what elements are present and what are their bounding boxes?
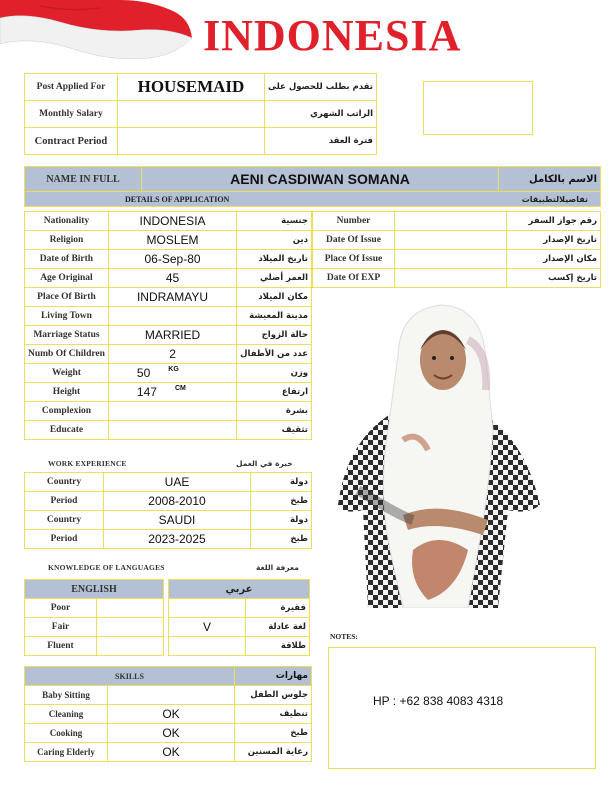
arabic-level-value: V: [169, 618, 246, 637]
personal-value: MOSLEM: [108, 231, 236, 250]
work-label: WORK EXPERIENCE: [48, 459, 127, 468]
skill-value: OK: [108, 724, 235, 743]
skill-label: Caring Elderly: [25, 743, 108, 762]
contract-value: [117, 128, 264, 155]
passport-value: [395, 212, 507, 231]
english-row: [25, 618, 164, 637]
personal-row: [25, 421, 312, 440]
applicant-photo: [318, 300, 550, 608]
indonesia-flag-icon: [0, 0, 200, 62]
arabic-row: [169, 637, 310, 656]
work-ar: خبرة في العمل: [236, 459, 293, 468]
personal-value: 2: [108, 345, 236, 364]
work-row: [25, 473, 312, 492]
personal-ar: تثقيف: [237, 421, 312, 440]
phone-number: HP : +62 838 4083 4318: [373, 694, 504, 708]
work-row-label: Country: [25, 473, 104, 492]
english-level-label: Poor: [25, 599, 97, 618]
skill-label: Cooking: [25, 724, 108, 743]
english-header-cell: ENGLISH: [25, 580, 164, 599]
personal-row: [25, 269, 312, 288]
personal-label: Living Town: [25, 307, 109, 326]
skill-ar: جلوس الطفل: [235, 686, 312, 705]
personal-row: [25, 212, 312, 231]
personal-row: [25, 364, 312, 383]
passport-label: Date Of EXP: [313, 269, 395, 288]
work-row-ar: دولة: [251, 511, 312, 530]
personal-row: [25, 402, 312, 421]
work-row-value: UAE: [104, 473, 251, 492]
personal-number: 50: [136, 366, 151, 380]
arabic-level-label: طلاقة: [246, 637, 310, 656]
personal-ar: مكان الميلاد: [237, 288, 312, 307]
personal-value: [108, 307, 236, 326]
page-title: INDONESIA: [203, 11, 462, 60]
skills-table: [24, 666, 312, 762]
personal-value: [108, 402, 236, 421]
personal-label: Place Of Birth: [25, 288, 109, 307]
personal-value: [108, 364, 236, 383]
skill-value: OK: [108, 705, 235, 724]
passport-row: [313, 269, 601, 288]
skills-header-ar: مهارات: [235, 667, 312, 686]
skill-value: [108, 686, 235, 705]
personal-ar: مدينة المعيشة: [237, 307, 312, 326]
arabic-table: [168, 579, 310, 656]
arabic-level-value: [169, 599, 246, 618]
personal-value: 06-Sep-80: [108, 250, 236, 269]
personal-value: [108, 383, 236, 402]
skill-value: OK: [108, 743, 235, 762]
personal-row: [25, 307, 312, 326]
personal-table: [24, 211, 312, 440]
personal-row: [25, 250, 312, 269]
english-level-value: [97, 599, 164, 618]
details-label: DETAILS OF APPLICATION: [125, 194, 230, 204]
personal-value: INDONESIA: [108, 212, 236, 231]
post-table: [24, 73, 377, 155]
personal-label: Complexion: [25, 402, 109, 421]
arabic-level-label: فقيرة: [246, 599, 310, 618]
skills-row: [25, 686, 312, 705]
skill-ar: رعاية المسنين: [235, 743, 312, 762]
skills-header: [25, 667, 312, 686]
personal-label: Weight: [25, 364, 109, 383]
post-label: Post Applied For: [25, 74, 118, 101]
salary-label: Monthly Salary: [25, 101, 118, 128]
english-row: [25, 599, 164, 618]
english-level-label: Fluent: [25, 637, 97, 656]
personal-row: [25, 345, 312, 364]
english-level-label: Fair: [25, 618, 97, 637]
arabic-row: [169, 599, 310, 618]
skills-row: [25, 724, 312, 743]
salary-ar: الراتب الشهري: [264, 101, 376, 128]
personal-ar: جنسية: [237, 212, 312, 231]
personal-value: INDRAMAYU: [108, 288, 236, 307]
passport-label: Date Of Issue: [313, 231, 395, 250]
personal-label: Age Original: [25, 269, 109, 288]
passport-value: [395, 269, 507, 288]
personal-unit: CM: [174, 385, 186, 392]
contract-label: Contract Period: [25, 128, 118, 155]
work-row-ar: دولة: [251, 473, 312, 492]
photo-small-box: [423, 81, 533, 135]
skill-label: Cleaning: [25, 705, 108, 724]
personal-label: Marriage Status: [25, 326, 109, 345]
personal-label: Numb Of Children: [25, 345, 109, 364]
english-header: [25, 580, 164, 599]
work-row-ar: طبخ: [251, 530, 312, 549]
name-label: NAME IN FULL: [25, 167, 142, 192]
arabic-level-label: لغة عادلة: [246, 618, 310, 637]
personal-value: MARRIED: [108, 326, 236, 345]
details-ar: تفاصيلالتطبيقات: [521, 194, 588, 204]
post-ar: تقدم بطلب للحصول على: [264, 74, 376, 101]
english-table: [24, 579, 164, 656]
personal-value: 45: [108, 269, 236, 288]
work-row-label: Country: [25, 511, 104, 530]
arabic-level-value: [169, 637, 246, 656]
notes-label: NOTES:: [330, 632, 358, 641]
arabic-row: [169, 618, 310, 637]
personal-ar: وزن: [237, 364, 312, 383]
passport-row: [313, 231, 601, 250]
personal-ar: دين: [237, 231, 312, 250]
work-row-label: Period: [25, 530, 104, 549]
skills-row: [25, 705, 312, 724]
skill-label: Baby Sitting: [25, 686, 108, 705]
contract-ar: فترة العقد: [264, 128, 376, 155]
languages-ar: معرفة اللغة: [256, 563, 299, 572]
passport-row: [313, 250, 601, 269]
personal-ar: العمر أصلي: [237, 269, 312, 288]
personal-value: [108, 421, 236, 440]
name-table: [24, 166, 601, 207]
personal-label: Date of Birth: [25, 250, 109, 269]
personal-ar: تاريخ الميلاد: [237, 250, 312, 269]
passport-ar: مكان الإصدار: [507, 250, 601, 269]
work-row-value: 2008-2010: [104, 492, 251, 511]
work-row: [25, 511, 312, 530]
personal-row: [25, 288, 312, 307]
work-row-value: SAUDI: [104, 511, 251, 530]
english-level-value: [97, 618, 164, 637]
personal-row: [25, 326, 312, 345]
languages-label: KNOWLEDGE OF LANGUAGES: [48, 563, 165, 572]
work-row: [25, 530, 312, 549]
passport-ar: تاريخ إكسب: [507, 269, 601, 288]
passport-value: [395, 231, 507, 250]
passport-value: [395, 250, 507, 269]
passport-label: Place Of Issue: [313, 250, 395, 269]
personal-ar: حالة الزواج: [237, 326, 312, 345]
skill-ar: تنظيف: [235, 705, 312, 724]
arabic-header-cell: عربي: [169, 580, 310, 599]
skills-header-label: SKILLS: [25, 667, 235, 686]
arabic-header: [169, 580, 310, 599]
english-row: [25, 637, 164, 656]
personal-ar: بشرة: [237, 402, 312, 421]
passport-ar: تاريخ الإصدار: [507, 231, 601, 250]
notes-box: [328, 647, 596, 769]
personal-row: [25, 383, 312, 402]
personal-label: Height: [25, 383, 109, 402]
passport-table: [312, 211, 601, 288]
post-value: HOUSEMAID: [117, 74, 264, 101]
personal-ar: عدد من الأطفال: [237, 345, 312, 364]
passport-row: [313, 212, 601, 231]
work-row: [25, 492, 312, 511]
personal-label: Religion: [25, 231, 109, 250]
name-value: AENI CASDIWAN SOMANA: [142, 167, 499, 192]
personal-label: Nationality: [25, 212, 109, 231]
salary-value: [117, 101, 264, 128]
personal-number: 147: [136, 385, 157, 399]
skill-ar: طبخ: [235, 724, 312, 743]
skills-row: [25, 743, 312, 762]
personal-ar: ارتفاع: [237, 383, 312, 402]
work-row-ar: طبخ: [251, 492, 312, 511]
work-row-value: 2023-2025: [104, 530, 251, 549]
passport-label: Number: [313, 212, 395, 231]
name-ar: الاسم بالكامل: [499, 167, 601, 192]
personal-row: [25, 231, 312, 250]
personal-label: Educate: [25, 421, 109, 440]
passport-ar: رقم جواز السفر: [507, 212, 601, 231]
personal-unit: KG: [168, 366, 179, 373]
work-row-label: Period: [25, 492, 104, 511]
work-table: [24, 472, 312, 549]
english-level-value: [97, 637, 164, 656]
